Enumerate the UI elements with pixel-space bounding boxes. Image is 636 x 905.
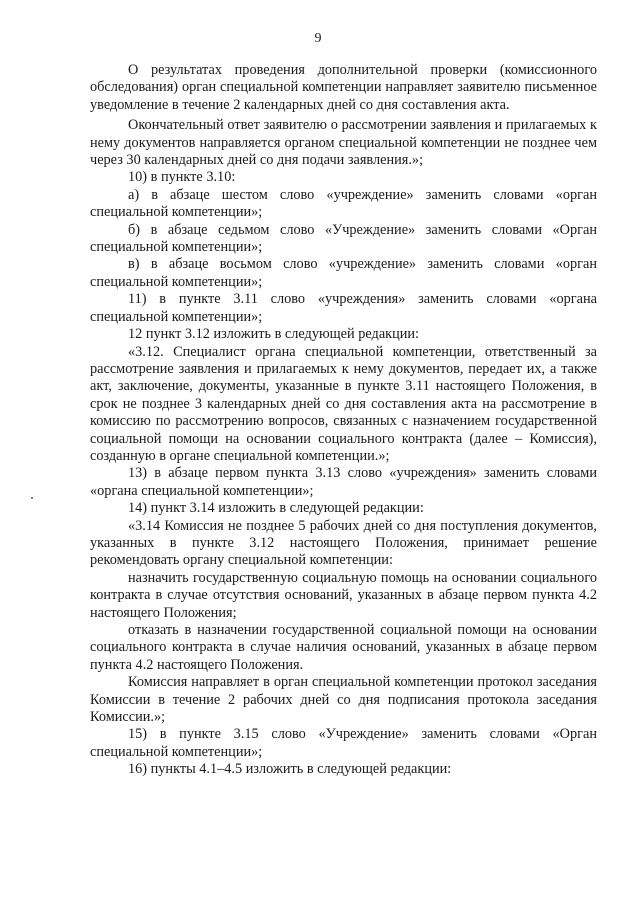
quoted-paragraph: «3.12. Специалист органа специальной компетенции, ответственный за рассмотрение заявления и прилагаемых к нему документов, передает их, а также акт, заключение, документы, указанные в пункте 3.11 настоящего Положения, в срок не позднее 3 календарных дней со дня составления акта на рассмотрение в комиссию по рассмотрению вопросов, связанных с назначением государственной социальной помощи на основании социального контракта (далее – Комиссия), созданную в органе специальной компетенции.»;: [90, 343, 597, 464]
list-item: а) в абзаце шестом слово «учреждение» заменить словами «орган специальной компетенции»;: [90, 186, 597, 221]
list-item: 11) в пункте 3.11 слово «учреждения» заменить словами «органа специальной компетенции»;: [90, 291, 597, 325]
list-item: 13) в абзаце первом пункта 3.13 слово «учреждения» заменить словами «органа специальной компетенции»;: [90, 465, 597, 499]
paragraph: назначить государственную социальную помощь на основании социального контракта в случае отсутствия оснований, указанных в абзаце первом пункта 4.2 настоящего Положения;: [90, 569, 597, 621]
list-item: в) в абзаце восьмом слово «учреждение» заменить словами «орган специальной компетенции»;: [90, 256, 597, 290]
list-item: 10) в пункте 3.10:: [128, 169, 236, 186]
list-item: 14) пункт 3.14 изложить в следующей редакции:: [128, 500, 424, 517]
list-item: 15) в пункте 3.15 слово «Учреждение» заменить словами «Орган специальной компетенции»;: [90, 726, 597, 760]
list-item: 12 пункт 3.12 изложить в следующей редакции:: [128, 326, 420, 343]
list-item: б) в абзаце седьмом слово «Учреждение» заменить словами «Орган специальной компетенции»;: [90, 221, 597, 256]
paragraph: отказать в назначении государственной социальной помощи на основании социального контракта в случае наличия оснований, указанных в абзаце первом пункта 4.2 настоящего Положения.: [90, 622, 597, 673]
margin-mark: [31, 497, 33, 499]
document-body: [90, 62, 597, 779]
quoted-paragraph: «3.14 Комиссия не позднее 5 рабочих дней со дня поступления документов, указанных в пункте 3.12 настоящего Положения, принимает решение рекомендовать органу специальной компетенции:: [90, 517, 597, 569]
list-item: 16) пункты 4.1–4.5 изложить в следующей редакции:: [128, 761, 452, 778]
paragraph: Окончательный ответ заявителю о рассмотрении заявления и прилагаемых к нему документов направляется органом специальной компетенции не позднее чем через 30 календарных дней со дня подачи заявления.»;: [90, 117, 597, 169]
page-number: 9: [314, 31, 322, 46]
paragraph: О результатах проведения дополнительной проверки (комиссионного обследования) орган специальной компетенции направляет заявителю письменное уведомление в течение 2 календарных дней со дня составления акта.: [90, 62, 597, 113]
paragraph: Комиссия направляет в орган специальной компетенции протокол заседания Комиссии в течение 2 рабочих дней со дня подписания протокола заседания Комиссии.»;: [90, 674, 597, 726]
